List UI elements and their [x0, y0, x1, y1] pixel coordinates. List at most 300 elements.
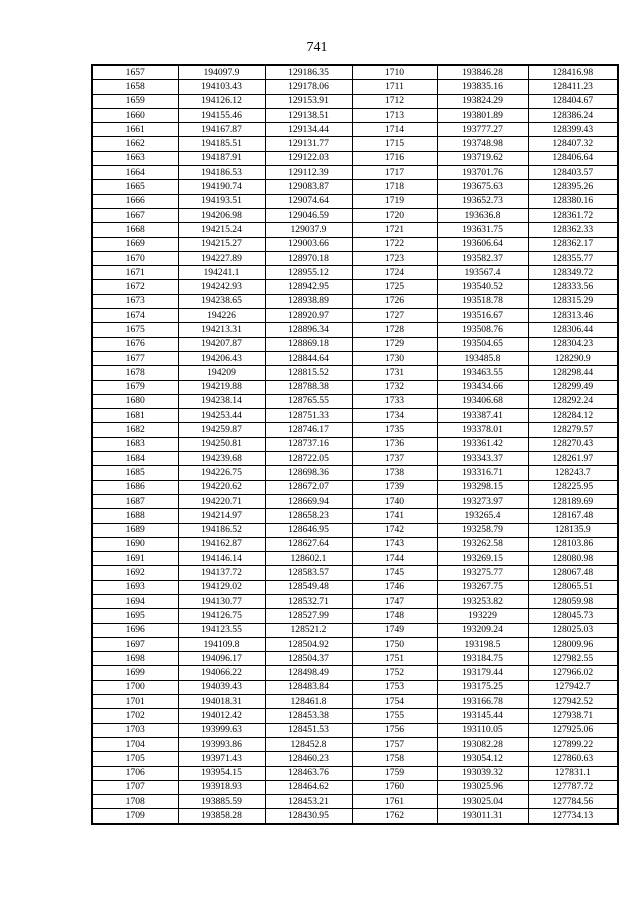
- x-coordinate-left-cell: 194238.14: [178, 394, 265, 408]
- y-coordinate-left-cell: 128627.64: [265, 537, 352, 551]
- point-number-right-cell: 1713: [352, 108, 437, 122]
- x-coordinate-right-cell: 193748.98: [437, 137, 528, 151]
- y-coordinate-right-cell: 128404.67: [528, 94, 618, 108]
- x-coordinate-left-cell: 193885.59: [178, 795, 265, 809]
- point-number-left-cell: 1701: [92, 695, 178, 709]
- y-coordinate-right-cell: 128292.24: [528, 394, 618, 408]
- point-number-right-cell: 1741: [352, 509, 437, 523]
- point-number-right-cell: 1722: [352, 237, 437, 251]
- point-number-right-cell: 1754: [352, 695, 437, 709]
- y-coordinate-left-cell: 129178.06: [265, 80, 352, 94]
- y-coordinate-left-cell: 128646.95: [265, 523, 352, 537]
- x-coordinate-right-cell: 193835.16: [437, 80, 528, 94]
- x-coordinate-right-cell: 193198.5: [437, 637, 528, 651]
- y-coordinate-right-cell: 128349.72: [528, 266, 618, 280]
- y-coordinate-left-cell: 128970.18: [265, 251, 352, 265]
- x-coordinate-right-cell: 193011.31: [437, 809, 528, 824]
- y-coordinate-left-cell: 128453.38: [265, 709, 352, 723]
- y-coordinate-left-cell: 128955.12: [265, 266, 352, 280]
- point-number-left-cell: 1684: [92, 452, 178, 466]
- y-coordinate-left-cell: 129138.51: [265, 108, 352, 122]
- point-number-left-cell: 1693: [92, 580, 178, 594]
- y-coordinate-right-cell: 127734.13: [528, 809, 618, 824]
- table-row: [92, 351, 618, 365]
- table-row: [92, 623, 618, 637]
- point-number-right-cell: 1715: [352, 137, 437, 151]
- point-number-right-cell: 1740: [352, 494, 437, 508]
- table-row: [92, 294, 618, 308]
- y-coordinate-left-cell: 128722.05: [265, 452, 352, 466]
- point-number-left-cell: 1672: [92, 280, 178, 294]
- y-coordinate-right-cell: 127966.02: [528, 666, 618, 680]
- point-number-left-cell: 1678: [92, 366, 178, 380]
- y-coordinate-left-cell: 129074.64: [265, 194, 352, 208]
- table-row: [92, 809, 618, 824]
- x-coordinate-left-cell: 194239.68: [178, 452, 265, 466]
- table-row: [92, 80, 618, 94]
- x-coordinate-right-cell: 193209.24: [437, 623, 528, 637]
- point-number-left-cell: 1699: [92, 666, 178, 680]
- table-row: [92, 280, 618, 294]
- table-row: [92, 151, 618, 165]
- table-row: [92, 737, 618, 751]
- table-row: [92, 208, 618, 222]
- table-row: [92, 380, 618, 394]
- point-number-right-cell: 1710: [352, 65, 437, 80]
- x-coordinate-right-cell: 193463.55: [437, 366, 528, 380]
- table-row: [92, 337, 618, 351]
- point-number-left-cell: 1691: [92, 552, 178, 566]
- table-row: [92, 652, 618, 666]
- x-coordinate-left-cell: 194215.27: [178, 237, 265, 251]
- y-coordinate-left-cell: 128532.71: [265, 594, 352, 608]
- x-coordinate-right-cell: 193508.76: [437, 323, 528, 337]
- point-number-left-cell: 1692: [92, 566, 178, 580]
- x-coordinate-left-cell: 194259.87: [178, 423, 265, 437]
- y-coordinate-right-cell: 128290.9: [528, 351, 618, 365]
- x-coordinate-left-cell: 193971.43: [178, 752, 265, 766]
- y-coordinate-right-cell: 127942.7: [528, 680, 618, 694]
- point-number-right-cell: 1729: [352, 337, 437, 351]
- point-number-right-cell: 1753: [352, 680, 437, 694]
- x-coordinate-left-cell: 194012.42: [178, 709, 265, 723]
- x-coordinate-left-cell: 194162.87: [178, 537, 265, 551]
- table-row: [92, 609, 618, 623]
- table-row: [92, 523, 618, 537]
- table-row: [92, 552, 618, 566]
- point-number-right-cell: 1758: [352, 752, 437, 766]
- x-coordinate-left-cell: 194242.93: [178, 280, 265, 294]
- point-number-right-cell: 1751: [352, 652, 437, 666]
- table-row: [92, 695, 618, 709]
- point-number-left-cell: 1681: [92, 409, 178, 423]
- point-number-left-cell: 1665: [92, 180, 178, 194]
- y-coordinate-left-cell: 128751.33: [265, 409, 352, 423]
- point-number-left-cell: 1668: [92, 223, 178, 237]
- y-coordinate-right-cell: 128313.46: [528, 309, 618, 323]
- point-number-left-cell: 1676: [92, 337, 178, 351]
- table-row: [92, 494, 618, 508]
- y-coordinate-right-cell: 128189.69: [528, 494, 618, 508]
- point-number-left-cell: 1677: [92, 351, 178, 365]
- y-coordinate-left-cell: 128746.17: [265, 423, 352, 437]
- table-row: [92, 237, 618, 251]
- table-row: [92, 709, 618, 723]
- x-coordinate-left-cell: 194227.89: [178, 251, 265, 265]
- x-coordinate-right-cell: 193631.75: [437, 223, 528, 237]
- y-coordinate-right-cell: 128380.16: [528, 194, 618, 208]
- point-number-right-cell: 1725: [352, 280, 437, 294]
- x-coordinate-right-cell: 193485.8: [437, 351, 528, 365]
- y-coordinate-left-cell: 128698.36: [265, 466, 352, 480]
- y-coordinate-left-cell: 129186.35: [265, 65, 352, 80]
- table-row: [92, 466, 618, 480]
- x-coordinate-right-cell: 193361.42: [437, 437, 528, 451]
- x-coordinate-left-cell: 194130.77: [178, 594, 265, 608]
- coordinates-table: [91, 64, 619, 825]
- y-coordinate-left-cell: 128765.55: [265, 394, 352, 408]
- point-number-right-cell: 1732: [352, 380, 437, 394]
- x-coordinate-left-cell: 194109.8: [178, 637, 265, 651]
- y-coordinate-right-cell: 127860.63: [528, 752, 618, 766]
- x-coordinate-right-cell: 193516.67: [437, 309, 528, 323]
- table-row: [92, 366, 618, 380]
- y-coordinate-left-cell: 129037.9: [265, 223, 352, 237]
- x-coordinate-left-cell: 194250.81: [178, 437, 265, 451]
- table-row: [92, 509, 618, 523]
- x-coordinate-right-cell: 193110.05: [437, 723, 528, 737]
- table-row: [92, 423, 618, 437]
- point-number-right-cell: 1747: [352, 594, 437, 608]
- x-coordinate-left-cell: 194096.17: [178, 652, 265, 666]
- x-coordinate-left-cell: 194220.62: [178, 480, 265, 494]
- point-number-right-cell: 1760: [352, 780, 437, 794]
- table-row: [92, 480, 618, 494]
- y-coordinate-left-cell: 128430.95: [265, 809, 352, 824]
- point-number-left-cell: 1689: [92, 523, 178, 537]
- y-coordinate-left-cell: 128844.64: [265, 351, 352, 365]
- point-number-left-cell: 1675: [92, 323, 178, 337]
- y-coordinate-right-cell: 128261.97: [528, 452, 618, 466]
- point-number-right-cell: 1735: [352, 423, 437, 437]
- table-row: [92, 65, 618, 80]
- x-coordinate-left-cell: 194155.46: [178, 108, 265, 122]
- x-coordinate-right-cell: 193269.15: [437, 552, 528, 566]
- table-row: [92, 766, 618, 780]
- y-coordinate-left-cell: 128896.34: [265, 323, 352, 337]
- y-coordinate-right-cell: 128399.43: [528, 123, 618, 137]
- y-coordinate-left-cell: 128788.38: [265, 380, 352, 394]
- y-coordinate-right-cell: 128406.64: [528, 151, 618, 165]
- x-coordinate-right-cell: 193273.97: [437, 494, 528, 508]
- y-coordinate-left-cell: 128549.48: [265, 580, 352, 594]
- table-row: [92, 323, 618, 337]
- y-coordinate-left-cell: 128521.2: [265, 623, 352, 637]
- table-row: [92, 795, 618, 809]
- x-coordinate-left-cell: 194097.9: [178, 65, 265, 80]
- point-number-left-cell: 1673: [92, 294, 178, 308]
- x-coordinate-left-cell: 194039.43: [178, 680, 265, 694]
- x-coordinate-right-cell: 193801.89: [437, 108, 528, 122]
- x-coordinate-right-cell: 193025.04: [437, 795, 528, 809]
- point-number-left-cell: 1685: [92, 466, 178, 480]
- table-row: [92, 194, 618, 208]
- x-coordinate-right-cell: 193406.68: [437, 394, 528, 408]
- y-coordinate-left-cell: 129046.59: [265, 208, 352, 222]
- point-number-right-cell: 1759: [352, 766, 437, 780]
- point-number-left-cell: 1671: [92, 266, 178, 280]
- point-number-left-cell: 1658: [92, 80, 178, 94]
- point-number-left-cell: 1690: [92, 537, 178, 551]
- x-coordinate-left-cell: 194190.74: [178, 180, 265, 194]
- x-coordinate-left-cell: 194018.31: [178, 695, 265, 709]
- x-coordinate-left-cell: 194186.52: [178, 523, 265, 537]
- y-coordinate-right-cell: 128067.48: [528, 566, 618, 580]
- y-coordinate-right-cell: 127831.1: [528, 766, 618, 780]
- x-coordinate-right-cell: 193039.32: [437, 766, 528, 780]
- x-coordinate-right-cell: 193298.15: [437, 480, 528, 494]
- x-coordinate-left-cell: 194186.53: [178, 166, 265, 180]
- point-number-left-cell: 1686: [92, 480, 178, 494]
- point-number-right-cell: 1737: [352, 452, 437, 466]
- page-number: 741: [306, 40, 328, 55]
- table-row: [92, 251, 618, 265]
- y-coordinate-left-cell: 128658.23: [265, 509, 352, 523]
- x-coordinate-left-cell: 194253.44: [178, 409, 265, 423]
- point-number-left-cell: 1695: [92, 609, 178, 623]
- point-number-right-cell: 1718: [352, 180, 437, 194]
- table-row: [92, 452, 618, 466]
- y-coordinate-right-cell: 128361.72: [528, 208, 618, 222]
- point-number-left-cell: 1700: [92, 680, 178, 694]
- x-coordinate-left-cell: 194215.24: [178, 223, 265, 237]
- x-coordinate-left-cell: 194219.88: [178, 380, 265, 394]
- point-number-right-cell: 1711: [352, 80, 437, 94]
- table-row: [92, 752, 618, 766]
- point-number-left-cell: 1696: [92, 623, 178, 637]
- y-coordinate-left-cell: 128938.89: [265, 294, 352, 308]
- point-number-right-cell: 1743: [352, 537, 437, 551]
- table-row: [92, 666, 618, 680]
- point-number-right-cell: 1755: [352, 709, 437, 723]
- table-row: [92, 180, 618, 194]
- y-coordinate-right-cell: 127982.55: [528, 652, 618, 666]
- point-number-right-cell: 1714: [352, 123, 437, 137]
- table-row: [92, 94, 618, 108]
- point-number-left-cell: 1702: [92, 709, 178, 723]
- point-number-left-cell: 1674: [92, 309, 178, 323]
- y-coordinate-right-cell: 128270.43: [528, 437, 618, 451]
- table-row: [92, 723, 618, 737]
- table-row: [92, 266, 618, 280]
- y-coordinate-right-cell: 128407.32: [528, 137, 618, 151]
- table-row: [92, 394, 618, 408]
- table-row: [92, 223, 618, 237]
- x-coordinate-left-cell: 194066.22: [178, 666, 265, 680]
- table-row: [92, 123, 618, 137]
- point-number-right-cell: 1750: [352, 637, 437, 651]
- point-number-left-cell: 1697: [92, 637, 178, 651]
- y-coordinate-left-cell: 128942.95: [265, 280, 352, 294]
- point-number-right-cell: 1720: [352, 208, 437, 222]
- x-coordinate-right-cell: 193166.78: [437, 695, 528, 709]
- point-number-right-cell: 1748: [352, 609, 437, 623]
- x-coordinate-left-cell: 193858.28: [178, 809, 265, 824]
- x-coordinate-left-cell: 193999.63: [178, 723, 265, 737]
- point-number-left-cell: 1709: [92, 809, 178, 824]
- x-coordinate-right-cell: 193540.52: [437, 280, 528, 294]
- point-number-right-cell: 1726: [352, 294, 437, 308]
- x-coordinate-left-cell: 194226.75: [178, 466, 265, 480]
- y-coordinate-right-cell: 128167.48: [528, 509, 618, 523]
- x-coordinate-right-cell: 193846.28: [437, 65, 528, 80]
- table-row: [92, 594, 618, 608]
- y-coordinate-right-cell: 128306.44: [528, 323, 618, 337]
- table-row: [92, 166, 618, 180]
- point-number-left-cell: 1657: [92, 65, 178, 80]
- x-coordinate-right-cell: 193378.01: [437, 423, 528, 437]
- point-number-left-cell: 1669: [92, 237, 178, 251]
- x-coordinate-right-cell: 193387.41: [437, 409, 528, 423]
- point-number-right-cell: 1728: [352, 323, 437, 337]
- y-coordinate-right-cell: 128333.56: [528, 280, 618, 294]
- y-coordinate-right-cell: 128315.29: [528, 294, 618, 308]
- x-coordinate-left-cell: 194241.1: [178, 266, 265, 280]
- x-coordinate-right-cell: 193701.76: [437, 166, 528, 180]
- point-number-left-cell: 1688: [92, 509, 178, 523]
- point-number-left-cell: 1694: [92, 594, 178, 608]
- x-coordinate-right-cell: 193054.12: [437, 752, 528, 766]
- y-coordinate-right-cell: 128135.9: [528, 523, 618, 537]
- y-coordinate-left-cell: 129134.44: [265, 123, 352, 137]
- x-coordinate-right-cell: 193719.62: [437, 151, 528, 165]
- point-number-left-cell: 1660: [92, 108, 178, 122]
- y-coordinate-right-cell: 128243.7: [528, 466, 618, 480]
- x-coordinate-left-cell: 194146.14: [178, 552, 265, 566]
- point-number-left-cell: 1680: [92, 394, 178, 408]
- y-coordinate-left-cell: 128504.92: [265, 637, 352, 651]
- point-number-right-cell: 1762: [352, 809, 437, 824]
- point-number-right-cell: 1723: [352, 251, 437, 265]
- table-row: [92, 108, 618, 122]
- y-coordinate-left-cell: 128527.99: [265, 609, 352, 623]
- x-coordinate-right-cell: 193262.58: [437, 537, 528, 551]
- x-coordinate-left-cell: 194238.65: [178, 294, 265, 308]
- x-coordinate-left-cell: 194187.91: [178, 151, 265, 165]
- x-coordinate-left-cell: 194213.31: [178, 323, 265, 337]
- y-coordinate-left-cell: 129112.39: [265, 166, 352, 180]
- y-coordinate-right-cell: 128416.98: [528, 65, 618, 80]
- x-coordinate-left-cell: 194220.71: [178, 494, 265, 508]
- point-number-right-cell: 1730: [352, 351, 437, 365]
- x-coordinate-right-cell: 193582.37: [437, 251, 528, 265]
- y-coordinate-left-cell: 128460.23: [265, 752, 352, 766]
- x-coordinate-right-cell: 193504.65: [437, 337, 528, 351]
- point-number-right-cell: 1733: [352, 394, 437, 408]
- y-coordinate-left-cell: 128461.8: [265, 695, 352, 709]
- x-coordinate-right-cell: 193434.66: [437, 380, 528, 394]
- y-coordinate-left-cell: 128452.8: [265, 737, 352, 751]
- point-number-left-cell: 1661: [92, 123, 178, 137]
- x-coordinate-right-cell: 193082.28: [437, 737, 528, 751]
- x-coordinate-left-cell: 194214.97: [178, 509, 265, 523]
- y-coordinate-left-cell: 128920.97: [265, 309, 352, 323]
- x-coordinate-left-cell: 193993.86: [178, 737, 265, 751]
- y-coordinate-right-cell: 128284.12: [528, 409, 618, 423]
- x-coordinate-right-cell: 193275.77: [437, 566, 528, 580]
- point-number-left-cell: 1662: [92, 137, 178, 151]
- table-row: [92, 309, 618, 323]
- y-coordinate-right-cell: 128362.17: [528, 237, 618, 251]
- point-number-right-cell: 1757: [352, 737, 437, 751]
- y-coordinate-right-cell: 128080.98: [528, 552, 618, 566]
- y-coordinate-right-cell: 128403.57: [528, 166, 618, 180]
- point-number-right-cell: 1727: [352, 309, 437, 323]
- x-coordinate-left-cell: 193954.15: [178, 766, 265, 780]
- point-number-right-cell: 1724: [352, 266, 437, 280]
- x-coordinate-right-cell: 193145.44: [437, 709, 528, 723]
- point-number-left-cell: 1683: [92, 437, 178, 451]
- x-coordinate-right-cell: 193518.78: [437, 294, 528, 308]
- y-coordinate-right-cell: 128298.44: [528, 366, 618, 380]
- point-number-right-cell: 1756: [352, 723, 437, 737]
- y-coordinate-right-cell: 127925.06: [528, 723, 618, 737]
- point-number-left-cell: 1659: [92, 94, 178, 108]
- point-number-right-cell: 1734: [352, 409, 437, 423]
- table-row: [92, 137, 618, 151]
- x-coordinate-right-cell: 193175.25: [437, 680, 528, 694]
- x-coordinate-right-cell: 193265.4: [437, 509, 528, 523]
- x-coordinate-right-cell: 193229: [437, 609, 528, 623]
- point-number-left-cell: 1703: [92, 723, 178, 737]
- point-number-right-cell: 1746: [352, 580, 437, 594]
- y-coordinate-left-cell: 128483.84: [265, 680, 352, 694]
- x-coordinate-left-cell: 194103.43: [178, 80, 265, 94]
- point-number-left-cell: 1708: [92, 795, 178, 809]
- y-coordinate-left-cell: 128464.62: [265, 780, 352, 794]
- x-coordinate-right-cell: 193824.29: [437, 94, 528, 108]
- point-number-right-cell: 1717: [352, 166, 437, 180]
- point-number-left-cell: 1687: [92, 494, 178, 508]
- y-coordinate-right-cell: 128411.23: [528, 80, 618, 94]
- point-number-left-cell: 1682: [92, 423, 178, 437]
- table-row: [92, 409, 618, 423]
- y-coordinate-right-cell: 127899.22: [528, 737, 618, 751]
- y-coordinate-right-cell: 128362.33: [528, 223, 618, 237]
- x-coordinate-right-cell: 193025.96: [437, 780, 528, 794]
- x-coordinate-left-cell: 194126.12: [178, 94, 265, 108]
- y-coordinate-right-cell: 127787.72: [528, 780, 618, 794]
- point-number-left-cell: 1663: [92, 151, 178, 165]
- point-number-right-cell: 1742: [352, 523, 437, 537]
- y-coordinate-right-cell: 128299.49: [528, 380, 618, 394]
- y-coordinate-right-cell: 128009.96: [528, 637, 618, 651]
- x-coordinate-left-cell: 194209: [178, 366, 265, 380]
- point-number-right-cell: 1761: [352, 795, 437, 809]
- table-row: [92, 537, 618, 551]
- x-coordinate-left-cell: 194206.43: [178, 351, 265, 365]
- x-coordinate-left-cell: 194226: [178, 309, 265, 323]
- x-coordinate-right-cell: 193606.64: [437, 237, 528, 251]
- y-coordinate-left-cell: 128737.16: [265, 437, 352, 451]
- point-number-right-cell: 1745: [352, 566, 437, 580]
- point-number-left-cell: 1666: [92, 194, 178, 208]
- y-coordinate-left-cell: 128583.57: [265, 566, 352, 580]
- table-row: [92, 780, 618, 794]
- table-row: [92, 680, 618, 694]
- point-number-right-cell: 1716: [352, 151, 437, 165]
- y-coordinate-right-cell: 128025.03: [528, 623, 618, 637]
